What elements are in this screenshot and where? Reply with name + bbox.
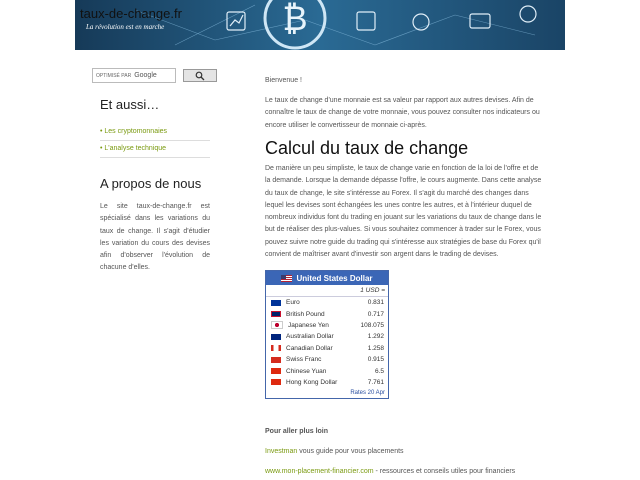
site-tagline: La révolution est en marche xyxy=(86,23,165,31)
rate-row xyxy=(266,377,388,388)
sidebar-heading-also: Et aussi… xyxy=(100,97,160,112)
jp-flag-icon xyxy=(271,321,283,329)
search-icon xyxy=(195,71,205,81)
further-heading: Pour aller plus loin xyxy=(265,428,329,435)
search-powered-label: OPTIMISÉ PAR xyxy=(96,72,132,79)
currency-name: Canadian Dollar xyxy=(286,344,333,352)
currency-rate: 1.258 xyxy=(367,344,384,352)
site-title[interactable]: taux-de-change.fr xyxy=(80,6,182,21)
link-line-investman xyxy=(265,448,404,455)
investman-desc: vous guide pour vous placements xyxy=(297,448,404,455)
sidebar-heading-about: A propos de nous xyxy=(100,176,202,191)
sidebar-links xyxy=(100,124,210,158)
base-currency-label: 1 USD = xyxy=(266,285,388,297)
gb-flag-icon xyxy=(271,311,281,317)
search-input[interactable] xyxy=(92,68,176,83)
hk-flag-icon xyxy=(271,379,281,385)
rate-row xyxy=(266,320,388,331)
currency-rates-widget xyxy=(265,270,389,399)
investman-link[interactable]: Investman xyxy=(265,448,298,455)
placement-link[interactable]: www.mon-placement-financier.com xyxy=(265,468,374,475)
svg-text:₿: ₿ xyxy=(282,0,308,39)
sidebar-item-cryptomonnaies[interactable]: • Les cryptomonnaies xyxy=(100,124,210,141)
about-text: Le site taux-de-change.fr est spécialisé dans les variations du taux de change. Il s'agit d'étudier les variation du cours des devises afin d'observer l'évolution de chacune d'elles. xyxy=(100,203,210,272)
rates-date[interactable]: Rates 20 Apr xyxy=(350,390,385,397)
google-logo: Google xyxy=(134,72,157,79)
us-flag-icon xyxy=(281,275,292,282)
rates-list xyxy=(266,297,388,388)
currency-name: Australian Dollar xyxy=(286,333,334,341)
currency-name: Euro xyxy=(286,299,300,307)
rate-row xyxy=(266,331,388,342)
rate-row xyxy=(266,297,388,308)
rate-row xyxy=(266,365,388,376)
link-line-placement xyxy=(265,468,515,475)
currency-name: Chinese Yuan xyxy=(286,367,327,375)
currency-rate: 108.075 xyxy=(360,321,384,329)
currency-rate: 6.5 xyxy=(374,367,384,375)
cn-flag-icon xyxy=(271,368,281,374)
ca-flag-icon xyxy=(271,345,281,351)
intro-paragraph: Le taux de change d'une monnaie est sa valeur par rapport aux autres devises. Afin de connaître le taux de change de votre monnaie, vous pouvez consulter nos indicateurs ou encore utiliser le convertisseur de monnaie ci-après. xyxy=(265,97,540,129)
currency-name: Swiss Franc xyxy=(286,356,322,364)
currency-rate: 0.717 xyxy=(367,310,384,318)
placement-desc: - ressources et conseils utiles pour financiers xyxy=(373,468,516,475)
widget-title: United States Dollar xyxy=(296,273,373,283)
currency-rate: 7.761 xyxy=(367,378,384,386)
rate-row xyxy=(266,343,388,354)
rate-row xyxy=(266,354,388,365)
sidebar-item-analyse-technique[interactable]: • L'analyse technique xyxy=(100,141,210,158)
currency-rate: 0.915 xyxy=(367,356,384,364)
widget-header xyxy=(266,271,388,285)
page-title: Calcul du taux de change xyxy=(265,138,469,158)
eu-flag-icon xyxy=(271,300,281,306)
currency-name: British Pound xyxy=(286,310,325,318)
search-button[interactable] xyxy=(183,69,217,82)
currency-rate: 1.292 xyxy=(367,333,384,341)
au-flag-icon xyxy=(271,334,281,340)
body-paragraph: De manière un peu simpliste, le taux de change varie en fonction de la loi de l'offre et de la demande. Lorsque la demande dépasse l'offre, le cours augmente. Dans cette analyse du taux de change, le site s'intéresse au Forex. Il s'agit du marché des changes dans lequel les devises sont échangées les unes contre les autres, et à l'intérieur duquel de nombreux individus font du trading en jouant sur les variations du taux de change dans le but de réaliser des plus-values. Si vous souhaitez commencer à trader sur le Forex, vous pouvez suivre notre guide du trading qui s'intéresse aux stratégies de base du Forex qu'il convient de maîtriser avant d'investir son argent dans le trading de devises. xyxy=(265,165,542,259)
ch-flag-icon xyxy=(271,357,281,363)
currency-rate: 0.831 xyxy=(367,299,384,307)
rate-row xyxy=(266,308,388,319)
currency-name: Hong Kong Dollar xyxy=(286,378,338,386)
currency-name: Japanese Yen xyxy=(288,321,329,329)
welcome-text: Bienvenue ! xyxy=(265,77,302,84)
